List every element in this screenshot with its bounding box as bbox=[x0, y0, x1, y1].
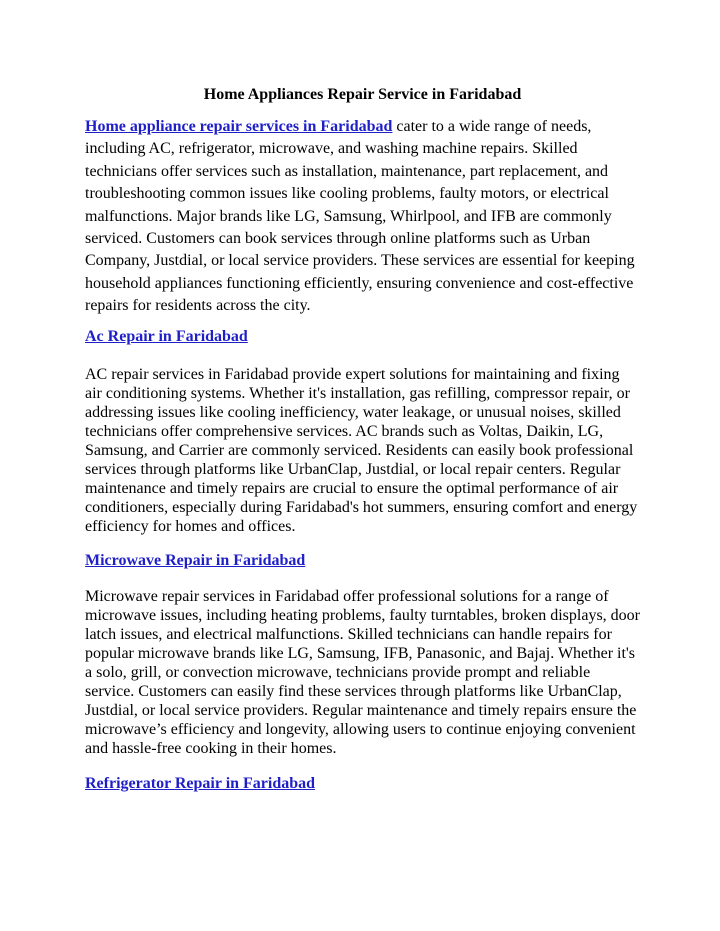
section-body-microwave-repair: Microwave repair services in Faridabad offer professional solutions for a range of microwave issues, including heating problems, faulty turntables, broken displays, door latch issues, and electrical malfunctions. Skilled technicians can handle repairs for popular microwave brands like LG, Samsung, IFB, Panasonic, and Bajaj. Whether it's a solo, grill, or convection microwave, technicians provide prompt and reliable service. Customers can easily find these services through platforms like UrbanClap, Justdial, or local service providers. Regular maintenance and timely repairs ensure the microwave’s efficiency and longevity, allowing users to continue enjoying convenient and hassle-free cooking in their homes. bbox=[85, 588, 640, 757]
intro-paragraph bbox=[85, 116, 640, 318]
section-heading-ac-repair bbox=[85, 326, 248, 348]
section-heading-microwave-repair bbox=[85, 550, 305, 572]
section-body-ac-repair: AC repair services in Faridabad provide expert solutions for maintaining and fixing air conditioning systems. Whether it's installation, gas refilling, compressor repair, or addressing issues like cooling inefficiency, water leakage, or unusual noises, skilled technicians offer comprehensive services. AC brands such as Voltas, Daikin, LG, Samsung, and Carrier are commonly serviced. Residents can easily book professional services through platforms like UrbanClap, Justdial, or local repair centers. Regular maintenance and timely repairs are crucial to ensure the optimal performance of air conditioners, especially during Faridabad's hot summers, ensuring comfort and energy efficiency for homes and offices. bbox=[85, 366, 638, 535]
intro-text: cater to a wide range of needs, including AC, refrigerator, microwave, and washing machine repairs. Skilled technicians offer services such as installation, maintenance, part replacement, and troubleshooting common issues like cooling problems, faulty motors, or electrical malfunctions. Major brands like LG, Samsung, Whirlpool, and IFB are commonly serviced. Customers can book services through online platforms such as Urban Company, Justdial, or local service providers. These services are essential for keeping household appliances functioning efficiently, ensuring convenience and cost-effective repairs for residents across the city. bbox=[85, 118, 635, 315]
link-microwave-repair[interactable]: Microwave Repair in Faridabad bbox=[85, 552, 306, 569]
intro-link-home-appliance-repair[interactable]: Home appliance repair services in Faridabad bbox=[85, 118, 393, 135]
document-title: Home Appliances Repair Service in Faridabad bbox=[203, 86, 522, 103]
link-ac-repair[interactable]: Ac Repair in Faridabad bbox=[85, 328, 248, 345]
section-heading-refrigerator-repair bbox=[85, 773, 315, 795]
link-refrigerator-repair[interactable]: Refrigerator Repair in Faridabad bbox=[85, 775, 316, 792]
